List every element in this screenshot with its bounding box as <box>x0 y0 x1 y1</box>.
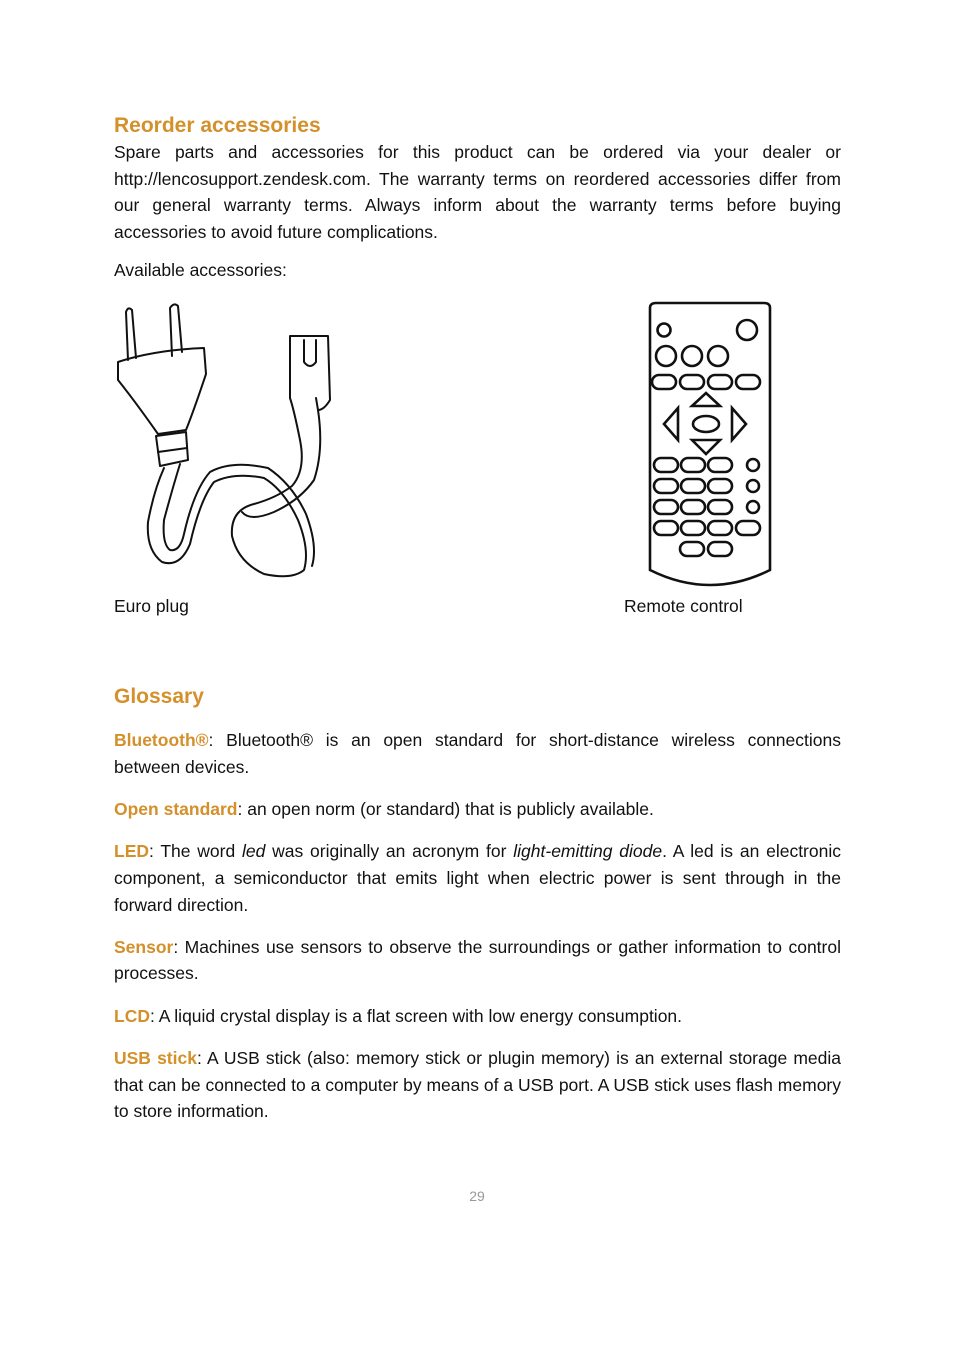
glossary-term: LED <box>114 841 149 862</box>
glossary-emphasis: light-emitting diode <box>513 841 663 862</box>
glossary-term: Bluetooth® <box>114 730 209 750</box>
reorder-paragraph: Spare parts and accessories for this product can be ordered via your dealer or http://lencosupport.zendesk.com. The warranty terms on reordered accessories differ from our general warranty terms. Always inform about the warranty terms before buying accessories to avoid future complications. <box>114 142 841 243</box>
glossary-item-led <box>114 838 841 918</box>
euro-plug-icon <box>114 300 344 585</box>
glossary-item-sensor <box>114 934 841 987</box>
glossary-definition: : an open norm (or standard) that is publicly available. <box>237 798 654 819</box>
glossary-term: Open standard <box>114 798 238 819</box>
page-number: 29 <box>469 1188 485 1204</box>
glossary-definition: was originally an acronym for <box>265 841 514 862</box>
glossary-definition: : A USB stick (also: memory stick or plugin memory) is an external storage media that can be connected to a computer by means of a USB port. A USB stick uses flash memory to store information. <box>114 1047 841 1122</box>
glossary-item-bluetooth <box>114 727 841 780</box>
glossary-term: Sensor <box>114 936 174 957</box>
glossary-item-usb-stick <box>114 1045 841 1125</box>
section-heading-reorder: Reorder accessories <box>114 114 321 137</box>
glossary-definition: : A liquid crystal display is a flat screen with low energy consumption. <box>149 1005 683 1026</box>
glossary-definition: : Machines use sensors to observe the surroundings or gather information to control processes. <box>114 936 841 984</box>
glossary-term: LCD <box>114 1005 150 1026</box>
glossary-list <box>114 727 841 1140</box>
available-accessories-label: Available accessories: <box>114 260 287 280</box>
glossary-item-open-standard <box>114 796 841 823</box>
glossary-definition: : Bluetooth® is an open standard for short-distance wireless connections between devices. <box>114 730 841 777</box>
glossary-emphasis: led <box>242 841 266 862</box>
glossary-item-lcd <box>114 1003 841 1030</box>
glossary-term: USB stick <box>114 1047 197 1068</box>
remote-control-icon <box>640 300 780 592</box>
section-heading-glossary: Glossary <box>114 685 204 708</box>
remote-control-caption: Remote control <box>624 596 743 616</box>
glossary-definition: : The word <box>149 841 242 862</box>
euro-plug-caption: Euro plug <box>114 596 189 616</box>
glossary-definition: . A led is an electronic component, a semiconductor that emits light when electric power is sent through in the forward direction. <box>114 841 841 915</box>
